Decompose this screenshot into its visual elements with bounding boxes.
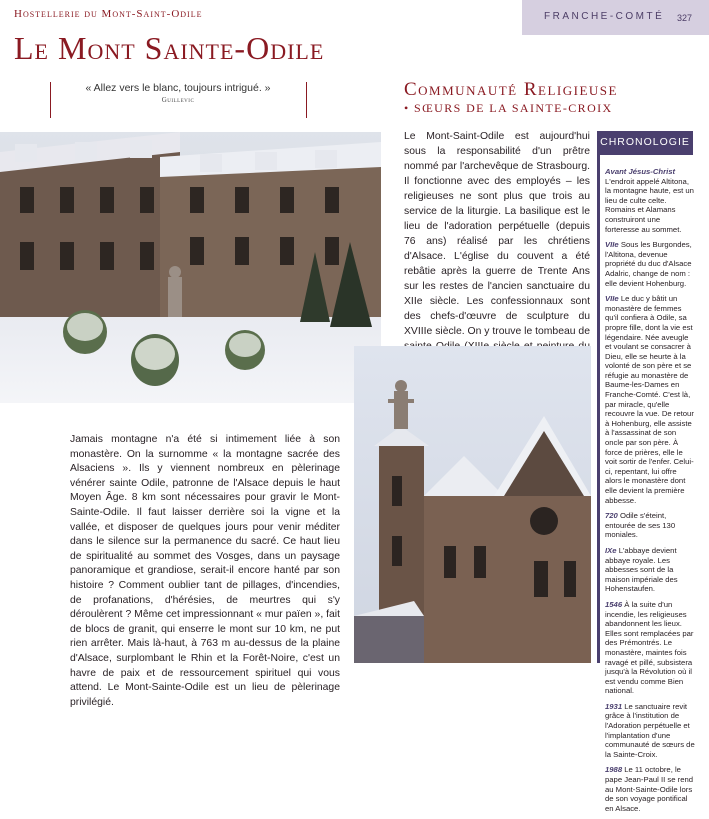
courtyard-photo [0, 132, 381, 403]
chronology-entry [605, 600, 695, 696]
chronology-text: Sous les Burgondes, l'Altitona, devenue propriété du duc d'Alsace Adalric, change de nom : elle devient Hohenburg. [605, 240, 692, 288]
chronology-entry [605, 294, 695, 505]
chronology-date: VIIe [605, 240, 619, 250]
quote-rule-left [50, 82, 51, 118]
chronology-entry [605, 546, 695, 594]
chronology-header [597, 131, 693, 155]
chronology-entry [605, 702, 695, 760]
chronology-text: L'endroit appelé Altitona, la montagne haute, est un lieu de culte celte. Romains et Alamans construiront une forteresse au sommet. [605, 176, 694, 234]
chronology-list [605, 167, 695, 819]
chronology-text: Le 11 octobre, le pape Jean-Paul II se rend au Mont-Sainte-Odile lors de son voyage pontifical en Alsace. [605, 765, 694, 813]
chronology-sidebar [597, 131, 695, 813]
chronology-date: VIIe [605, 294, 619, 304]
chronology-date: 1931 [605, 701, 623, 711]
chronology-entry [605, 511, 695, 540]
chronology-title: CHRONOLOGIE [600, 136, 690, 148]
intro-paragraph: Le Mont-Saint-Odile est aujourd'hui sous la responsabilité d'un prêtre nommé par l'archevêque de Strasbourg. Il fonctionne avec des employés – les religieuses ne sont plus que trois au service de la liturgie. La basilique est le lieu de l'adoration perpétuelle (depuis 76 ans) réalisé par les chrétiens d'Alsace. L'église du couvent a été rebâtie après la guerre de Trente Ans sur les restes de l'ancien sanctuaire du XIIe siècle. Les confessionnaux sont des chefs-d'œuvre de sculpture du XVIIIe siècle. On y trouve le tombeau de [404, 131, 590, 337]
chronology-entry [605, 167, 695, 234]
chronology-rule [597, 155, 600, 663]
section-subtitle: • SŒURS DE LA SAINTE-CROIX [404, 101, 613, 115]
page-number: 327 [677, 13, 693, 23]
main-body-paragraph: Jamais montagne n'a été si intimement liée à son monastère. On la surnomme « la montagne sacrée des Alsaciens ». Ils y viennent nombreux en pèlerinage vénérer sainte Odile, patronne de l'Alsace depuis le haut Moyen Âge. 8 km sont nécessaires pour gravir le Mont-Sainte-Odile. Il faut laisser derrière soi la vigne et la vallée, et disposer de quelques jours pour venir méditer dans le silence sur la permanence du sacré. Ce haut lieu de spiritualité au sommet des Vosges, dans un paysage panoramique et grandiose, serait-il encore hanté par son histoire ? Comment oublier tant de pillages, d'incendies, de profanations, d'hérésies, de meurtres qui s'y déroulèrent ? Même cet impressionnant « mur païen », fait de blocs de granit, qui enserre le mont sur 10 km, ne put rien arrêter. Mais là-haut, à 763 m au-dessus de la plaine d'Alsace, surplombant le Rhin et la Forêt-Noire, c'est un havre de paix et de ressourcement spirituel qui vous attend. Le Mont-Sainte-Odile est un lieu de pèlerinage privilégié. [70, 434, 340, 708]
chronology-text: À la suite d'un incendie, les religieuses abandonnent les lieux. Elles sont remplacées par des Prémontrés. Le monastère, maintes fois ravagé et pillé, subsistera jusqu'à la Révolution où il est vendu comme Bien national. [605, 599, 694, 696]
chronology-text: Odile s'éteint, entourée de ses 130 moniales. [605, 511, 676, 540]
chronology-date: 1988 [605, 765, 623, 775]
chronology-text: L'abbaye devient abbaye royale. Les abbesses sont de la maison impériale des Hohenstaufen. [605, 545, 678, 594]
section-title: Communauté Religieuse [404, 79, 618, 100]
chronology-date: 1546 [605, 599, 623, 609]
chronology-date: 720 [605, 511, 618, 521]
chronology-date: IXe [605, 545, 617, 555]
running-header-hotel: Hostellerie du Mont-Saint-Odile [14, 8, 203, 20]
chronology-text: Le sanctuaire revit grâce à l'institution de l'Adoration perpétuelle et l'implantation d'une communauté de sœurs de la Sainte-Croix. [605, 701, 695, 759]
chronology-entry [605, 240, 695, 288]
church-photo [354, 346, 591, 663]
page-title: Le Mont Sainte-Odile [14, 30, 325, 66]
chronology-text: Le duc y bâtit un monastère de femmes qu'il confiera à Odile, sa propre fille, dont la vie est légendaire. Née aveugle et voulant se consacrer à Dieu, elle se heurte à la volonté de son père et se réfugie au monastère de Baume-les-Dames en Franche-Comté. C'est là, par miracle, qu'elle recouvre la vue. De retour à Hohenburg, elle assiste à l'assassinat de son oncle par son père. À force de prières, elle le voit sortir de l'enfer. Celui-ci, repentant, lui offre alors le monastère dont elle devient la première abbesse. [605, 294, 694, 505]
chronology-entry [605, 765, 695, 813]
epigraph-author: Guillevic [161, 96, 195, 104]
epigraph-quote: « Allez vers le blanc, toujours intrigué. » [85, 82, 271, 94]
quote-rule-right [306, 82, 307, 118]
chronology-date: Avant Jésus-Christ [605, 167, 676, 176]
region-label: FRANCHE-COMTÉ [544, 11, 665, 22]
